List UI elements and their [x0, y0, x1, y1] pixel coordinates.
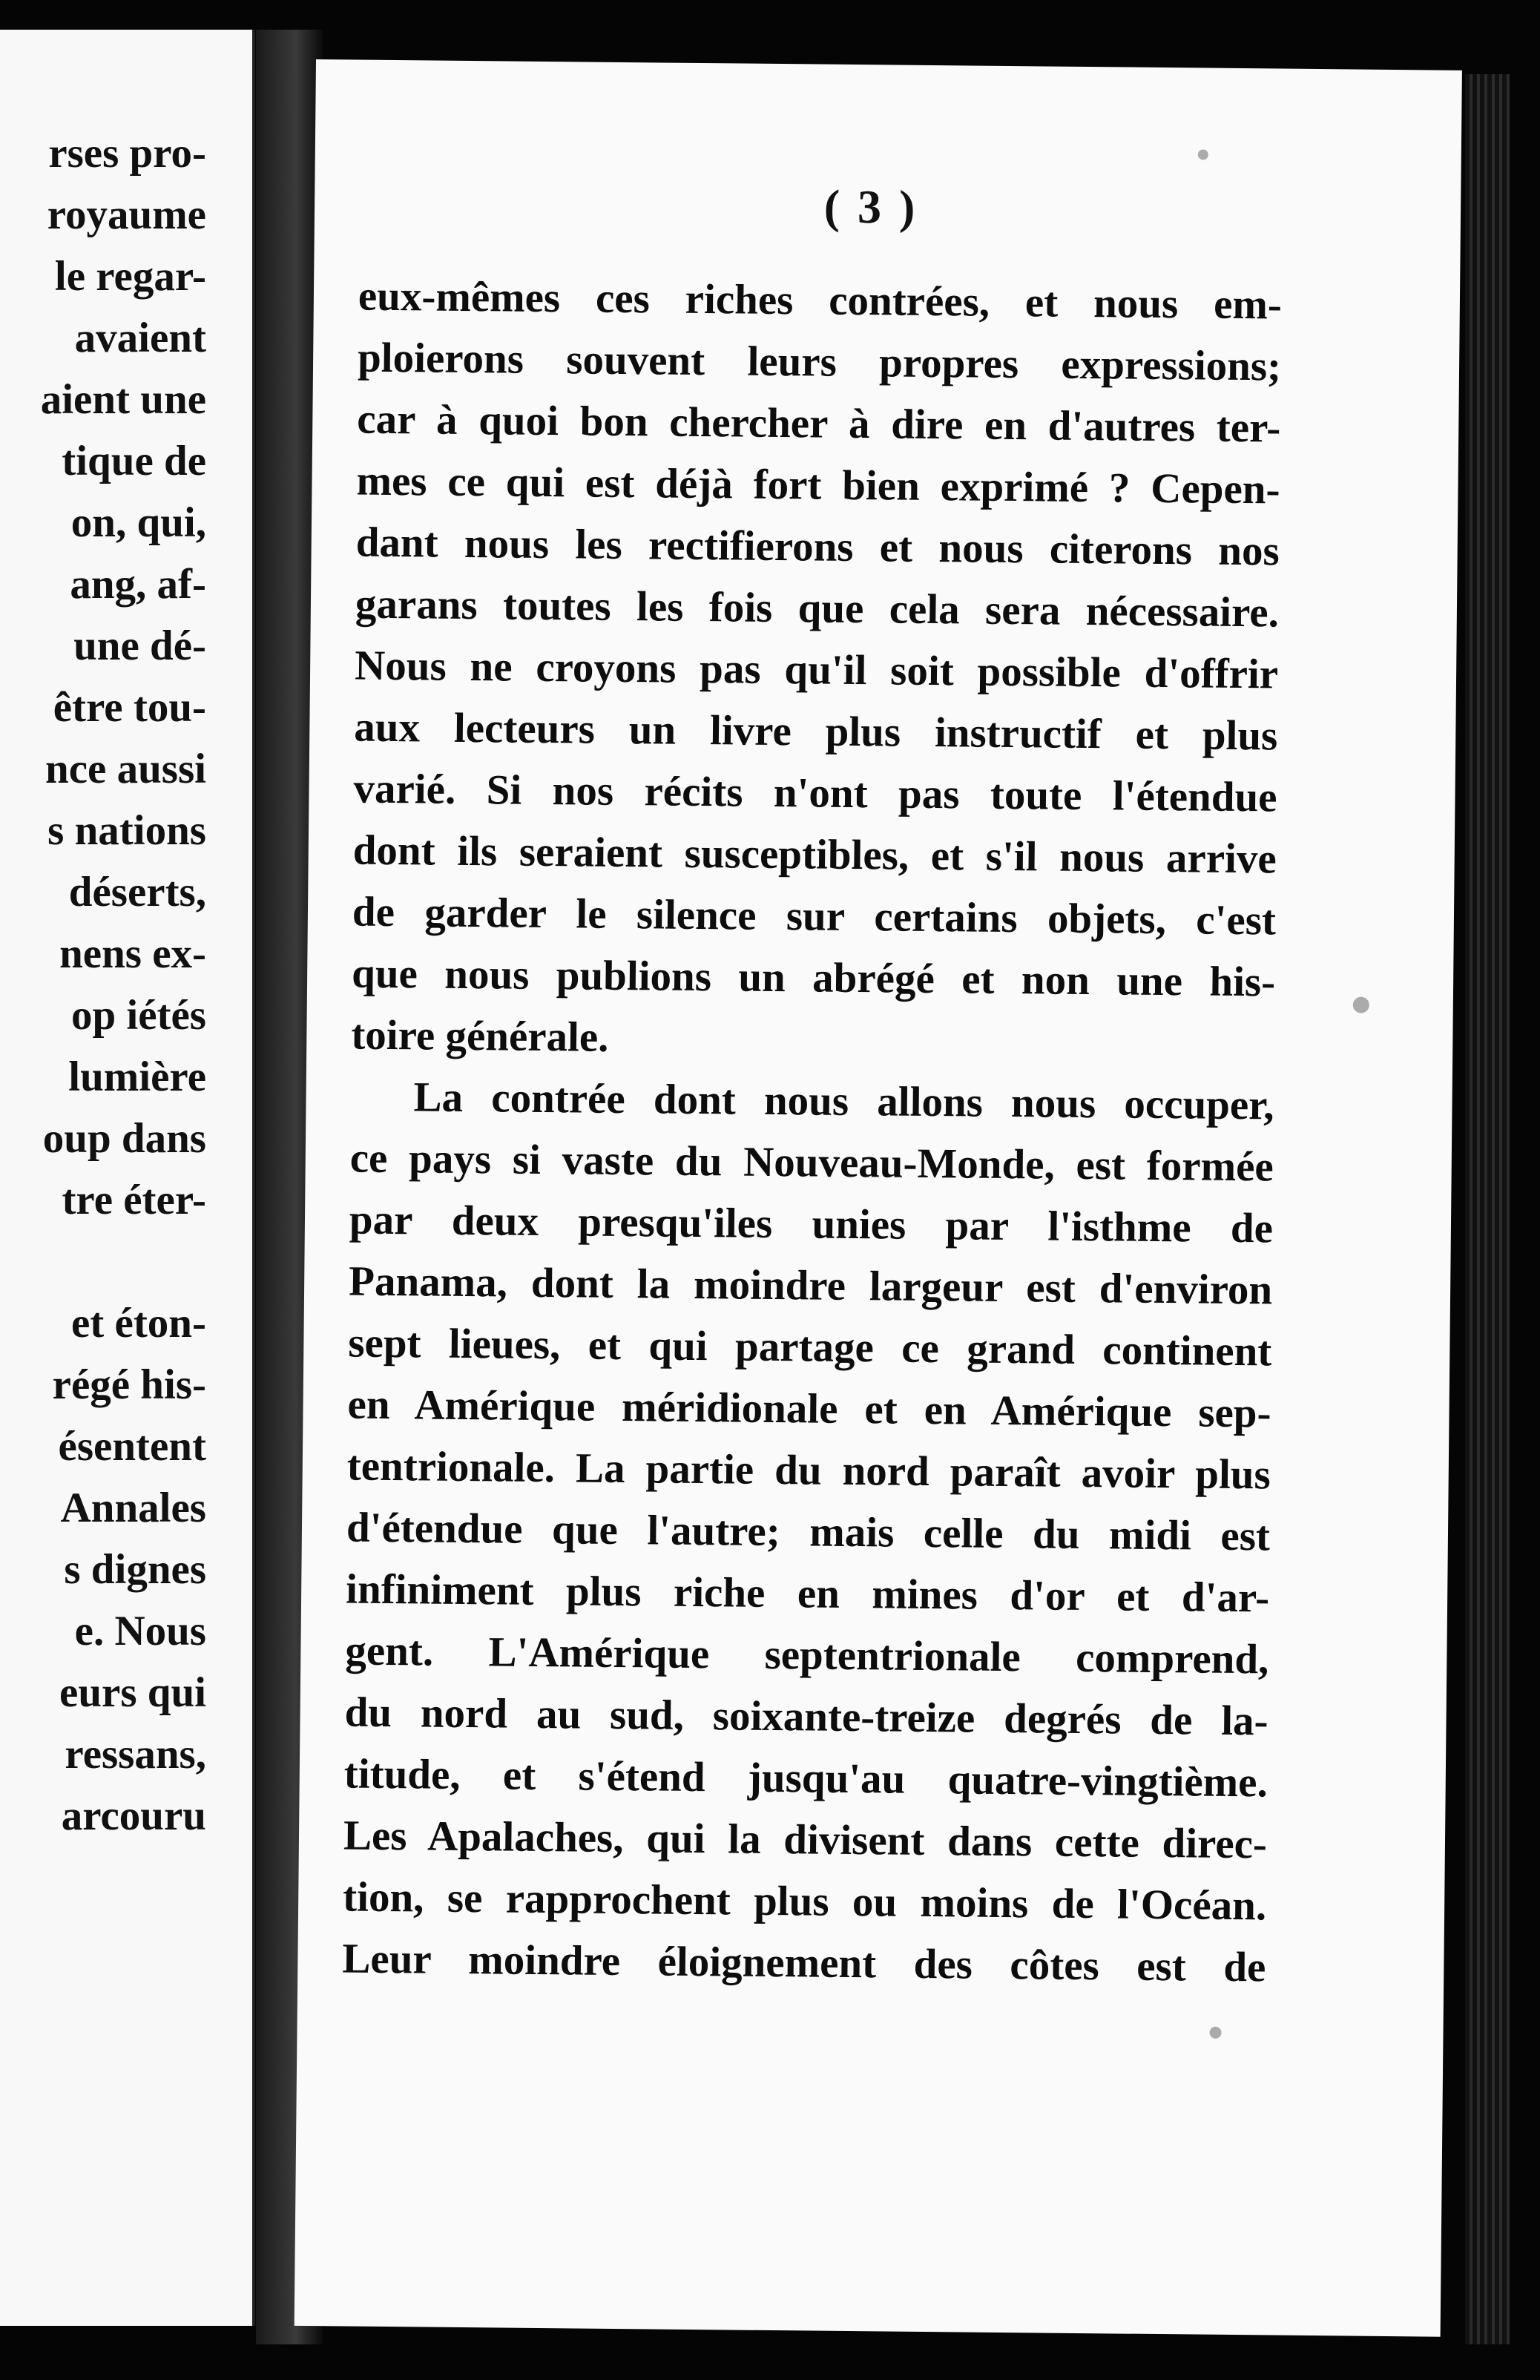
body-text-line: dont ils seraient susceptibles, et s'il nous arrive — [352, 826, 1277, 883]
body-text-line: eux-mêmes ces riches contrées, et nous em- — [358, 272, 1283, 329]
page-number: ( 3 ) — [823, 180, 918, 234]
body-text-line: tion, se rapprochent plus ou moins de l'Océan. — [342, 1873, 1267, 1930]
body-text-line: gent. L'Amérique septentrionale comprend, — [345, 1627, 1269, 1683]
left-page-line: déserts, — [68, 869, 206, 915]
body-text-line: varié. Si nos récits n'ont pas toute l'étendue — [353, 765, 1277, 821]
body-text-line: Les Apalaches, qui la divisent dans cette direc- — [343, 1812, 1268, 1868]
left-page-line: ang, af- — [70, 561, 206, 608]
body-text-line: La contrée dont nous allons nous occuper, — [413, 1074, 1274, 1129]
left-page-line: une dé- — [73, 622, 206, 669]
left-page-line: être tou- — [53, 684, 206, 731]
body-text-line: ce pays si vaste du Nouveau-Monde, est formée — [349, 1134, 1274, 1191]
body-text-line: mes ce qui est déjà fort bien exprimé ? Cepen- — [356, 457, 1280, 513]
body-text-line: dant nous les rectifierons et nous citerons nos — [355, 519, 1280, 575]
left-page-line: oup dans — [42, 1115, 206, 1162]
body-text-line: infiniment plus riche en mines d'or et d'ar- — [345, 1565, 1270, 1622]
left-page-line: op iétés — [70, 992, 206, 1039]
left-page-line: arcouru — [61, 1792, 206, 1839]
left-page-line: ésentent — [58, 1423, 206, 1470]
body-text-line: aux lecteurs un livre plus instructif et plus — [354, 703, 1278, 760]
body-text-line: toire générale. — [351, 1011, 609, 1061]
body-text-line: Leur moindre éloignement des côtes est de — [342, 1935, 1266, 1991]
left-page-line: tique de — [62, 438, 206, 484]
left-page-line: tre éter- — [62, 1177, 206, 1223]
left-page-line: et éton- — [71, 1300, 206, 1347]
body-text-line: en Amérique méridionale et en Amérique sep- — [347, 1381, 1271, 1437]
left-page-line: rses pro- — [48, 130, 206, 177]
left-page-line: e. Nous — [74, 1608, 206, 1654]
left-page-line: le regar- — [54, 253, 206, 300]
left-page-line: s dignes — [64, 1546, 206, 1593]
body-text-line: sept lieues, et qui partage ce grand continent — [348, 1319, 1272, 1375]
body-text-line: par deux presqu'iles unies par l'isthme de — [349, 1196, 1274, 1252]
left-page-line: nce aussi — [45, 746, 206, 792]
left-page-line: s nations — [47, 807, 206, 854]
body-text-line: Panama, dont la moindre largeur est d'environ — [348, 1258, 1273, 1314]
body-text-line: Nous ne croyons pas qu'il soit possible d'offrir — [354, 642, 1279, 698]
page-edges — [1465, 74, 1510, 2344]
body-text-line: d'étendue que l'autre; mais celle du midi est — [346, 1504, 1271, 1560]
paper-speck — [1353, 996, 1369, 1013]
body-text-line: titude, et s'étend jusqu'au quatre-vingtième. — [343, 1750, 1268, 1807]
body-text-line: de garder le silence sur certains objets, c'est — [352, 888, 1277, 944]
left-page-line: royaume — [47, 191, 206, 238]
left-page-line: lumière — [68, 1053, 206, 1100]
left-page-line: ressans, — [65, 1731, 206, 1778]
body-text-line: ploierons souvent leurs propres expressions; — [357, 334, 1282, 390]
left-page-line: aient une — [40, 376, 206, 423]
left-page-line: régé his- — [52, 1361, 206, 1408]
left-page-line: Annales — [60, 1485, 206, 1531]
paper-speck — [1209, 2027, 1221, 2039]
left-page-line: on, qui, — [70, 499, 206, 546]
body-text-line: garans toutes les fois que cela sera nécessaire. — [355, 580, 1280, 637]
body-text-line: du nord au sud, soixante-treize degrés de la- — [344, 1689, 1268, 1745]
paper-speck — [1198, 149, 1208, 160]
left-page-line: nens ex- — [59, 930, 206, 977]
body-text-line: tentrionale. La partie du nord paraît avoir plus — [346, 1442, 1271, 1499]
body-text-line: que nous publions un abrégé et non une his- — [351, 950, 1276, 1006]
right-page — [294, 59, 1462, 2337]
left-page — [0, 30, 255, 2326]
body-text-line: car à quoi bon chercher à dire en d'autres ter- — [357, 395, 1281, 452]
left-page-line: eurs qui — [59, 1669, 206, 1716]
left-page-line: avaient — [74, 315, 206, 361]
